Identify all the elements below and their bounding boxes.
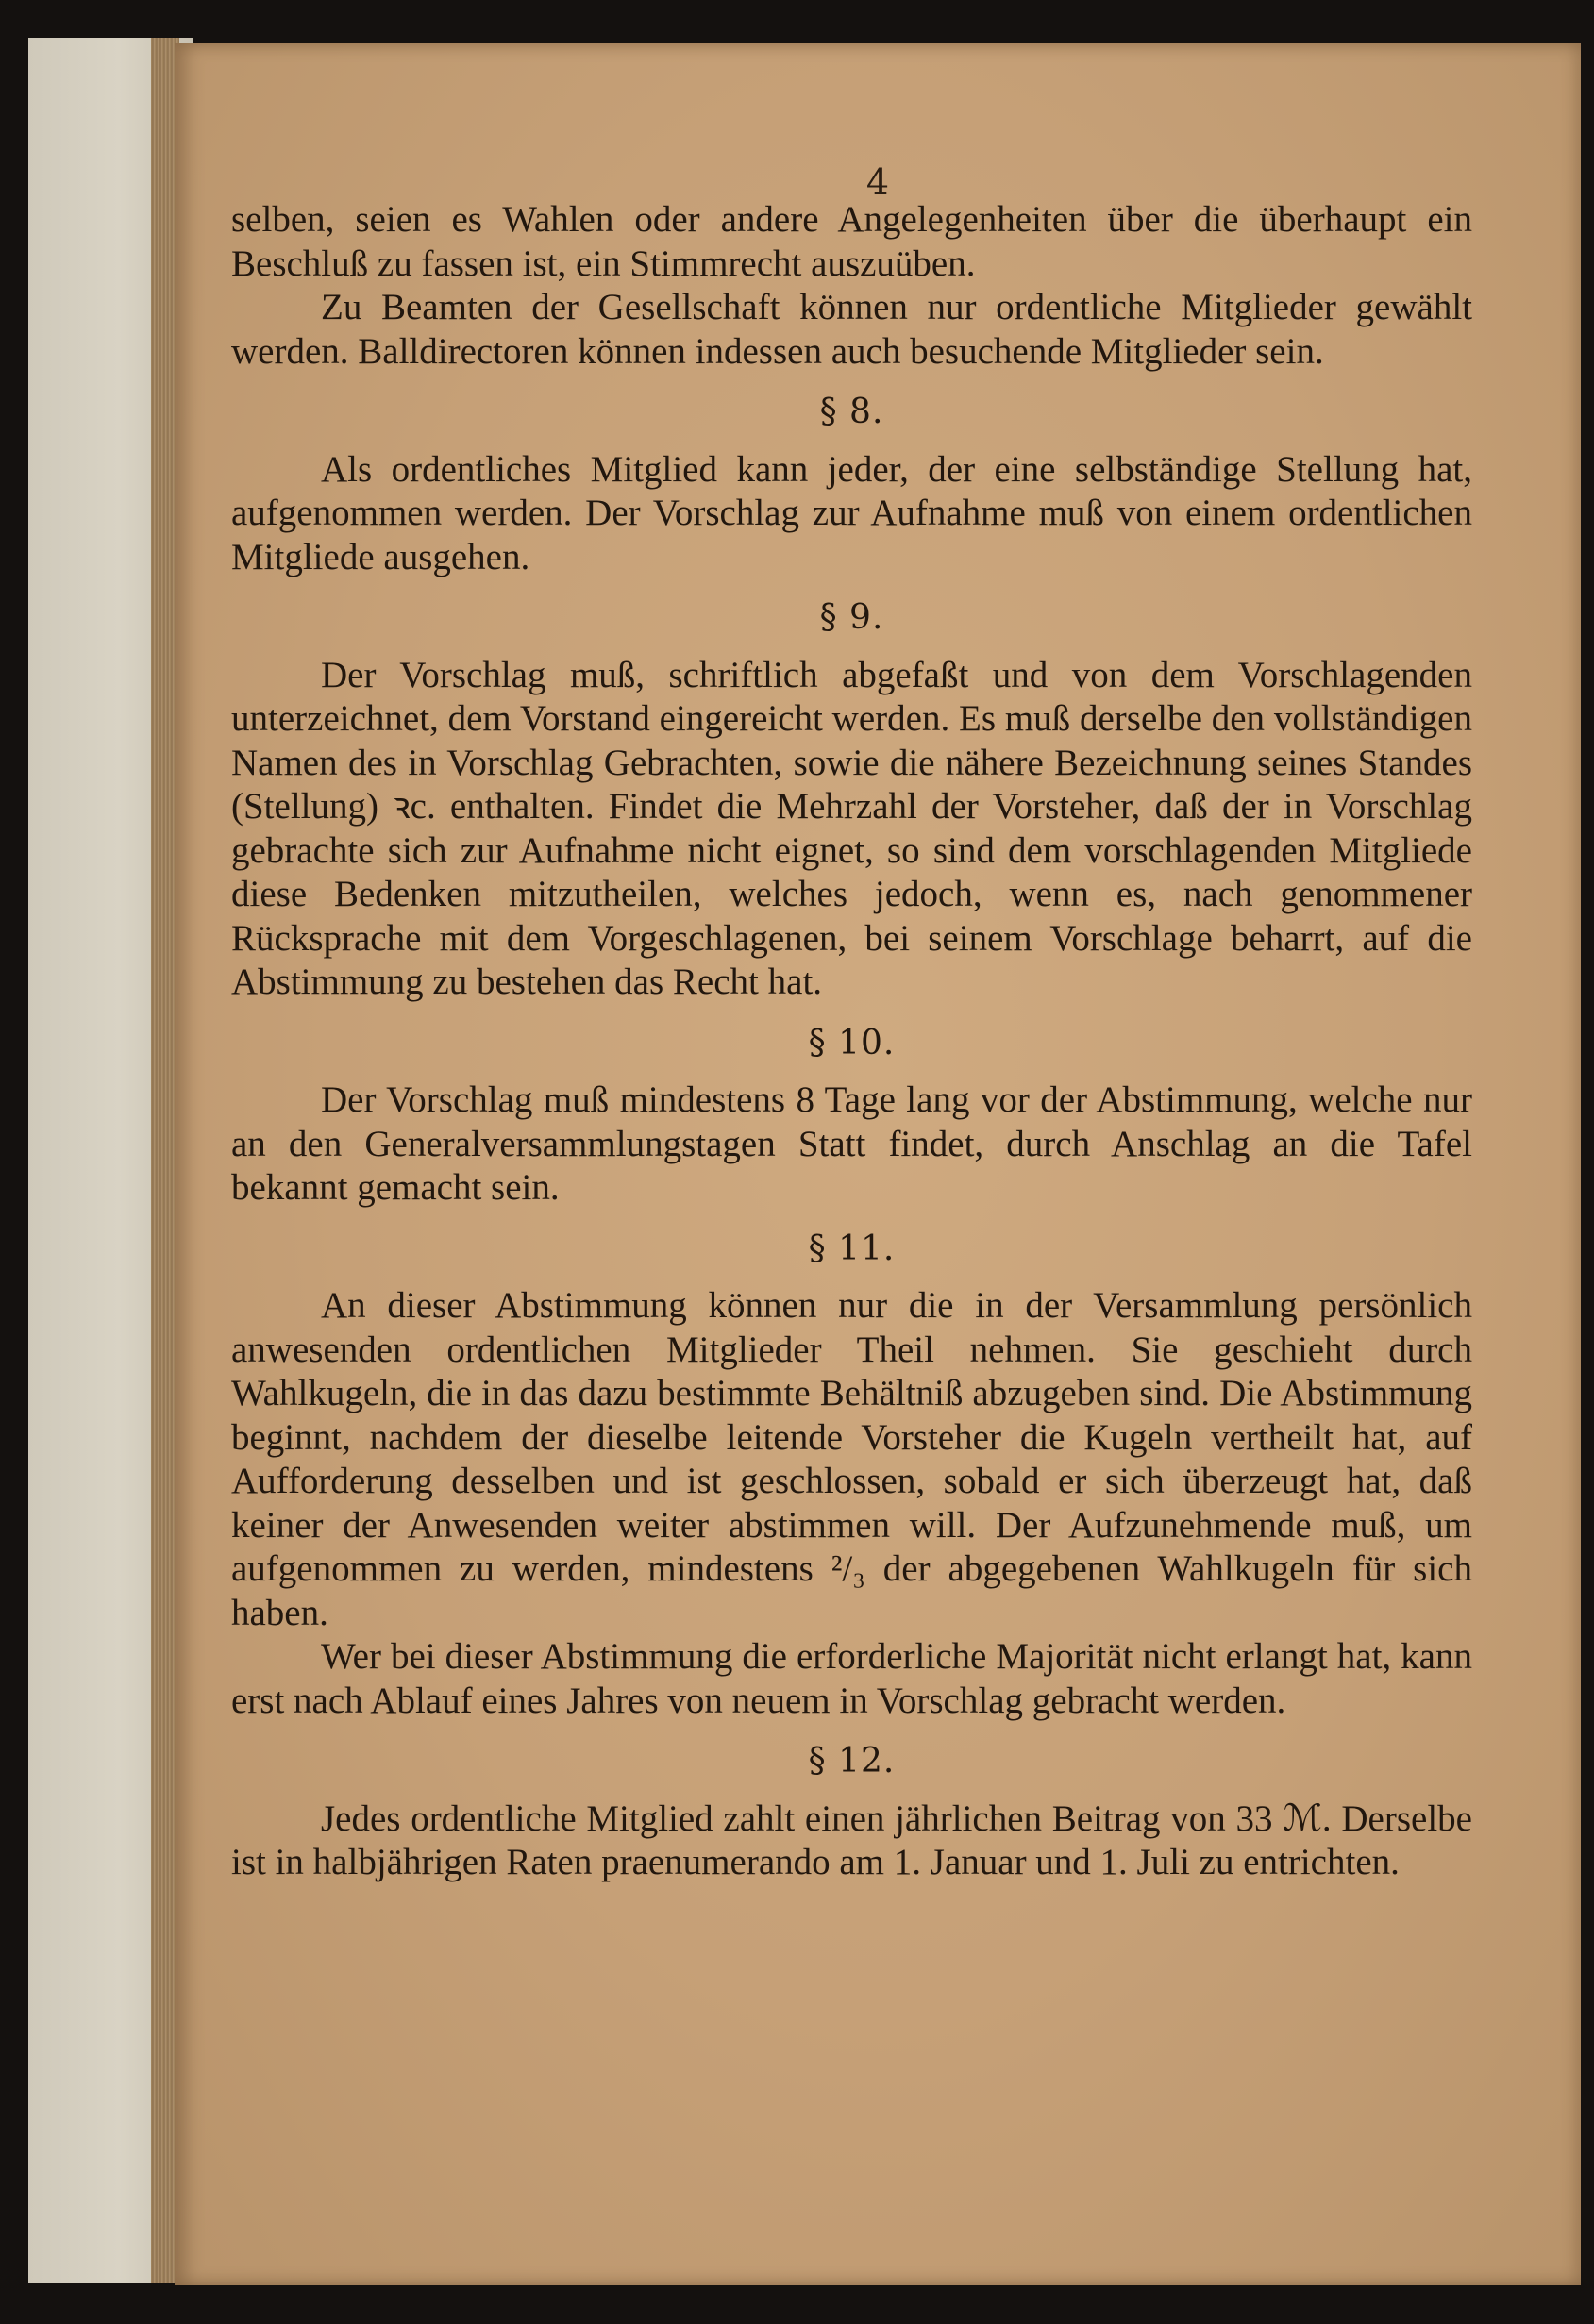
paragraph: An dieser Abstimmung können nur die in der Versammlung persönlich anwesenden ordentlichen Mitglieder Theil nehmen. Sie geschieht durch Wahlkugeln, die in das dazu bestimmte Behältniß abzugeben sind. Die Abstimmung beginnt, nachdem der dieselbe leitende Vorsteher die Kugeln vertheilt hat, auf Aufforderung desselben und ist geschlossen, sobald er sich überzeugt hat, daß keiner der Anwesenden weiter abstimmen will. Der Aufzunehmende muß, um aufgenommen zu werden, mindestens ²/₃ der abgegebenen Wahlkugeln für sich haben. — [231, 1285, 1472, 1633]
paragraph: Als ordentliches Mitglied kann jeder, der eine selbständige Stellung hat, aufgenommen werden. Der Vorschlag zur Aufnahme muß von einem ordentlichen Mitgliede ausgehen. — [231, 448, 1472, 577]
paragraph: Der Vorschlag muß mindestens 8 Tage lang vor der Abstimmung, welche nur an den Generalversammlungstagen Statt findet, durch Anschlag an die Tafel bekannt gemacht sein. — [231, 1079, 1472, 1208]
paragraph: Zu Beamten der Gesellschaft können nur ordentliche Mitglieder gewählt werden. Balldirectoren können indessen auch besuchende Mitglieder sein. — [231, 287, 1472, 372]
section-heading: § 10. — [808, 1023, 896, 1062]
paragraph: Wer bei dieser Abstimmung die erforderliche Majorität nicht erlangt hat, kann erst nach Ablauf eines Jahres von neuem in Vorschlag gebracht werden. — [231, 1636, 1472, 1721]
paragraph: selben, seien es Wahlen oder andere Angelegenheiten über die überhaupt ein Beschluß zu fassen ist, ein Stimmrecht auszuüben. — [231, 199, 1472, 284]
section-heading: § 8. — [819, 393, 884, 431]
section-heading: § 11. — [808, 1229, 896, 1268]
page-number: 4 — [865, 161, 890, 203]
section-heading: § 12. — [808, 1742, 896, 1781]
paragraph: Der Vorschlag muß, schriftlich abgefaßt und von dem Vorschlagenden unterzeichnet, dem Vorstand eingereicht werden. Es muß derselbe den vollständigen Namen des in Vorschlag Gebrachten, sowie die nähere Bezeichnung seines Standes (Stellung) ꝛc. enthalten. Findet die Mehrzahl der Vorsteher, daß der in Vorschlag gebrachte sich zur Aufnahme nicht eignet, so sind dem vorschlagenden Mitgliede diese Bedenken mitzutheilen, welches jedoch, wenn es, nach genommener Rücksprache mit dem Vorgeschlagenen, bei seinem Vorschlage beharrt, auf die Abstimmung zu bestehen das Recht hat. — [231, 654, 1472, 1002]
page-body — [231, 198, 1472, 1885]
paragraph: Jedes ordentliche Mitglied zahlt einen jährlichen Beitrag von 33 ℳ. Derselbe ist in halbjährigen Raten praenumerando am 1. Januar und 1. Juli zu entrichten. — [231, 1797, 1472, 1882]
section-heading: § 9. — [819, 598, 884, 637]
